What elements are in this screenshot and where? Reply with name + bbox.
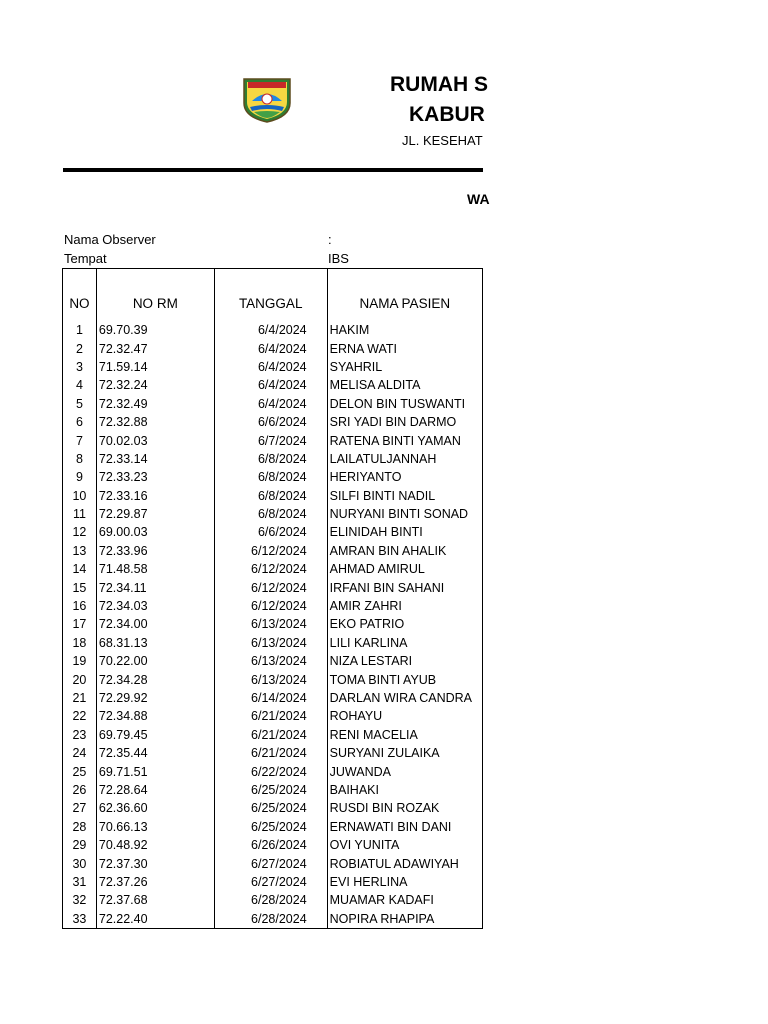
medical-record-number: 72.37.68 <box>96 891 214 909</box>
visit-date: 6/12/2024 <box>214 542 327 560</box>
visit-date: 6/28/2024 <box>214 891 327 909</box>
table-row <box>63 450 483 468</box>
row-number: 9 <box>63 468 97 486</box>
visit-date: 6/4/2024 <box>214 376 327 394</box>
medical-record-number: 72.34.28 <box>96 670 214 688</box>
visit-date: 6/21/2024 <box>214 707 327 725</box>
table-row <box>63 854 483 872</box>
row-number: 27 <box>63 799 97 817</box>
table-row <box>63 542 483 560</box>
row-number: 14 <box>63 560 97 578</box>
row-number: 1 <box>63 316 97 339</box>
medical-record-number: 72.34.88 <box>96 707 214 725</box>
row-number: 19 <box>63 652 97 670</box>
medical-record-number: 69.70.39 <box>96 316 214 339</box>
visit-date: 6/25/2024 <box>214 799 327 817</box>
table-row <box>63 799 483 817</box>
patient-table <box>62 268 483 929</box>
row-number: 8 <box>63 450 97 468</box>
medical-record-number: 70.22.00 <box>96 652 214 670</box>
header-divider <box>63 168 483 172</box>
medical-record-number: 70.66.13 <box>96 818 214 836</box>
patient-name: NURYANI BINTI SONAD <box>327 505 482 523</box>
patient-name: ROBIATUL ADAWIYAH <box>327 854 482 872</box>
medical-record-number: 71.59.14 <box>96 358 214 376</box>
table-row <box>63 560 483 578</box>
medical-record-number: 72.28.64 <box>96 781 214 799</box>
visit-date: 6/8/2024 <box>214 450 327 468</box>
place-label: Tempat <box>64 251 107 266</box>
row-number: 16 <box>63 597 97 615</box>
table-row <box>63 468 483 486</box>
table-row <box>63 744 483 762</box>
visit-date: 6/25/2024 <box>214 818 327 836</box>
table-row <box>63 818 483 836</box>
visit-date: 6/14/2024 <box>214 689 327 707</box>
visit-date: 6/6/2024 <box>214 523 327 541</box>
medical-record-number: 69.71.51 <box>96 762 214 780</box>
patient-name: MUAMAR KADAFI <box>327 891 482 909</box>
row-number: 4 <box>63 376 97 394</box>
patient-name: RATENA BINTI YAMAN <box>327 431 482 449</box>
patient-name: MELISA ALDITA <box>327 376 482 394</box>
patient-name: ELINIDAH BINTI <box>327 523 482 541</box>
patient-name: DARLAN WIRA CANDRA <box>327 689 482 707</box>
document-subtitle: WA <box>467 191 490 207</box>
visit-date: 6/13/2024 <box>214 634 327 652</box>
place-value: IBS <box>328 251 349 266</box>
medical-record-number: 72.33.14 <box>96 450 214 468</box>
patient-name: TOMA BINTI AYUB <box>327 670 482 688</box>
patient-name: IRFANI BIN SAHANI <box>327 578 482 596</box>
observer-label: Nama Observer <box>64 232 156 247</box>
patient-name: AMRAN BIN AHALIK <box>327 542 482 560</box>
row-number: 7 <box>63 431 97 449</box>
visit-date: 6/21/2024 <box>214 726 327 744</box>
institution-title-line1: RUMAH S <box>390 73 488 96</box>
patient-name: EVI HERLINA <box>327 873 482 891</box>
medical-record-number: 72.32.49 <box>96 395 214 413</box>
regional-crest-logo <box>242 77 292 123</box>
column-header-nama-pasien: NAMA PASIEN <box>327 269 482 317</box>
observer-value: : <box>328 232 332 247</box>
medical-record-number: 72.34.11 <box>96 578 214 596</box>
visit-date: 6/6/2024 <box>214 413 327 431</box>
patient-name: LILI KARLINA <box>327 634 482 652</box>
patient-name: EKO PATRIO <box>327 615 482 633</box>
patient-name: SILFI BINTI NADIL <box>327 487 482 505</box>
medical-record-number: 69.79.45 <box>96 726 214 744</box>
table-row <box>63 597 483 615</box>
column-header-no: NO <box>63 269 97 317</box>
medical-record-number: 72.37.30 <box>96 854 214 872</box>
visit-date: 6/28/2024 <box>214 910 327 929</box>
row-number: 25 <box>63 762 97 780</box>
medical-record-number: 72.32.88 <box>96 413 214 431</box>
table-row <box>63 726 483 744</box>
table-row <box>63 707 483 725</box>
medical-record-number: 71.48.58 <box>96 560 214 578</box>
visit-date: 6/27/2024 <box>214 854 327 872</box>
table-row <box>63 670 483 688</box>
medical-record-number: 70.48.92 <box>96 836 214 854</box>
row-number: 21 <box>63 689 97 707</box>
patient-name: NOPIRA RHAPIPA <box>327 910 482 929</box>
patient-name: OVI YUNITA <box>327 836 482 854</box>
row-number: 33 <box>63 910 97 929</box>
patient-name: SYAHRIL <box>327 358 482 376</box>
row-number: 28 <box>63 818 97 836</box>
visit-date: 6/22/2024 <box>214 762 327 780</box>
table-row <box>63 339 483 357</box>
medical-record-number: 72.33.16 <box>96 487 214 505</box>
medical-record-number: 72.34.03 <box>96 597 214 615</box>
patient-name: ERNA WATI <box>327 339 482 357</box>
patient-name: ROHAYU <box>327 707 482 725</box>
visit-date: 6/8/2024 <box>214 468 327 486</box>
medical-record-number: 72.34.00 <box>96 615 214 633</box>
table-row <box>63 891 483 909</box>
table-row <box>63 873 483 891</box>
medical-record-number: 72.29.87 <box>96 505 214 523</box>
table-row <box>63 615 483 633</box>
patient-name: JUWANDA <box>327 762 482 780</box>
medical-record-number: 68.31.13 <box>96 634 214 652</box>
visit-date: 6/13/2024 <box>214 652 327 670</box>
visit-date: 6/25/2024 <box>214 781 327 799</box>
row-number: 12 <box>63 523 97 541</box>
medical-record-number: 72.35.44 <box>96 744 214 762</box>
visit-date: 6/8/2024 <box>214 505 327 523</box>
visit-date: 6/21/2024 <box>214 744 327 762</box>
patient-name: SRI YADI BIN DARMO <box>327 413 482 431</box>
row-number: 15 <box>63 578 97 596</box>
visit-date: 6/4/2024 <box>214 339 327 357</box>
visit-date: 6/13/2024 <box>214 670 327 688</box>
row-number: 17 <box>63 615 97 633</box>
row-number: 13 <box>63 542 97 560</box>
medical-record-number: 72.22.40 <box>96 910 214 929</box>
row-number: 6 <box>63 413 97 431</box>
patient-name: AMIR ZAHRI <box>327 597 482 615</box>
table-row <box>63 487 483 505</box>
table-row <box>63 762 483 780</box>
medical-record-number: 70.02.03 <box>96 431 214 449</box>
patient-name: NIZA LESTARI <box>327 652 482 670</box>
column-header-no-rm: NO RM <box>96 269 214 317</box>
visit-date: 6/8/2024 <box>214 487 327 505</box>
patient-name: DELON BIN TUSWANTI <box>327 395 482 413</box>
medical-record-number: 72.32.24 <box>96 376 214 394</box>
row-number: 31 <box>63 873 97 891</box>
table-row <box>63 689 483 707</box>
table-row <box>63 431 483 449</box>
medical-record-number: 69.00.03 <box>96 523 214 541</box>
row-number: 2 <box>63 339 97 357</box>
visit-date: 6/13/2024 <box>214 615 327 633</box>
patient-name: HERIYANTO <box>327 468 482 486</box>
visit-date: 6/12/2024 <box>214 560 327 578</box>
patient-name: BAIHAKI <box>327 781 482 799</box>
patient-name: RENI MACELIA <box>327 726 482 744</box>
patient-name: HAKIM <box>327 316 482 339</box>
table-row <box>63 910 483 929</box>
table-row <box>63 652 483 670</box>
visit-date: 6/4/2024 <box>214 316 327 339</box>
visit-date: 6/12/2024 <box>214 597 327 615</box>
patient-name: AHMAD AMIRUL <box>327 560 482 578</box>
medical-record-number: 72.33.23 <box>96 468 214 486</box>
table-row <box>63 836 483 854</box>
row-number: 11 <box>63 505 97 523</box>
row-number: 30 <box>63 854 97 872</box>
table-row <box>63 358 483 376</box>
visit-date: 6/4/2024 <box>214 395 327 413</box>
table-row <box>63 634 483 652</box>
institution-title-line2: KABUR <box>409 103 485 126</box>
row-number: 10 <box>63 487 97 505</box>
visit-date: 6/26/2024 <box>214 836 327 854</box>
patient-name: SURYANI ZULAIKA <box>327 744 482 762</box>
patient-name: ERNAWATI BIN DANI <box>327 818 482 836</box>
visit-date: 6/4/2024 <box>214 358 327 376</box>
table-row <box>63 413 483 431</box>
medical-record-number: 72.37.26 <box>96 873 214 891</box>
table-row <box>63 316 483 339</box>
visit-date: 6/27/2024 <box>214 873 327 891</box>
table-row <box>63 505 483 523</box>
institution-address: JL. KESEHAT <box>402 133 483 148</box>
medical-record-number: 62.36.60 <box>96 799 214 817</box>
medical-record-number: 72.33.96 <box>96 542 214 560</box>
visit-date: 6/12/2024 <box>214 578 327 596</box>
row-number: 22 <box>63 707 97 725</box>
row-number: 23 <box>63 726 97 744</box>
row-number: 32 <box>63 891 97 909</box>
row-number: 3 <box>63 358 97 376</box>
row-number: 24 <box>63 744 97 762</box>
row-number: 29 <box>63 836 97 854</box>
row-number: 20 <box>63 670 97 688</box>
table-row <box>63 376 483 394</box>
medical-record-number: 72.29.92 <box>96 689 214 707</box>
table-row <box>63 578 483 596</box>
table-header-row <box>63 269 483 317</box>
column-header-tanggal: TANGGAL <box>214 269 327 317</box>
table-row <box>63 523 483 541</box>
table-row <box>63 395 483 413</box>
medical-record-number: 72.32.47 <box>96 339 214 357</box>
table-row <box>63 781 483 799</box>
row-number: 5 <box>63 395 97 413</box>
row-number: 18 <box>63 634 97 652</box>
row-number: 26 <box>63 781 97 799</box>
patient-name: RUSDI BIN ROZAK <box>327 799 482 817</box>
patient-name: LAILATULJANNAH <box>327 450 482 468</box>
visit-date: 6/7/2024 <box>214 431 327 449</box>
